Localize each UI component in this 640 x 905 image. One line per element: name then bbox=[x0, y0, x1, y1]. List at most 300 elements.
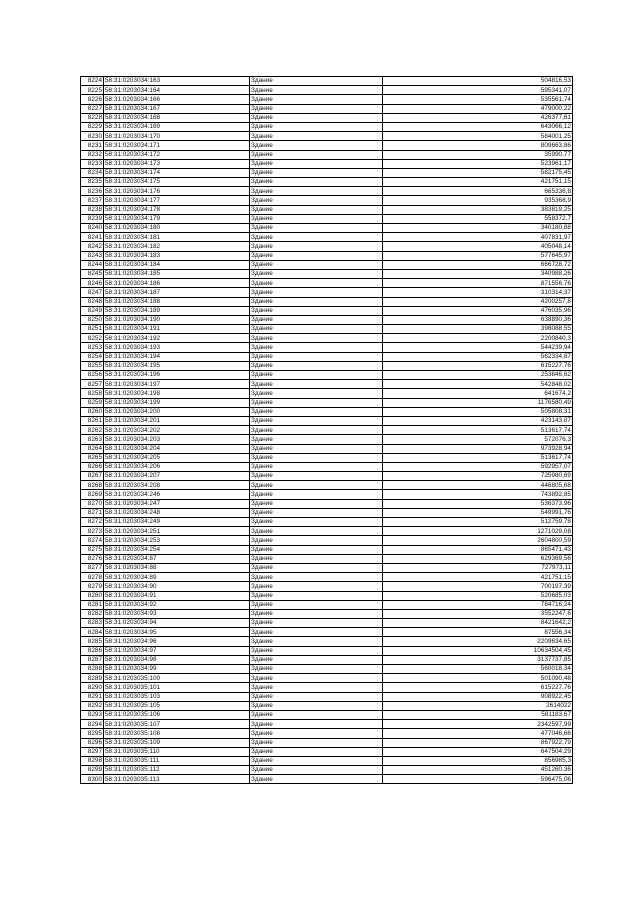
row-number: 8237 bbox=[81, 196, 104, 205]
row-number: 8243 bbox=[81, 251, 104, 260]
cadastral-value: 666728,72 bbox=[383, 260, 573, 269]
table-row bbox=[81, 361, 573, 370]
cadastral-value: 35990,77 bbox=[383, 150, 573, 159]
cadastral-value: 665336,8 bbox=[383, 187, 573, 196]
table-row bbox=[81, 334, 573, 343]
table-row bbox=[81, 766, 573, 775]
row-number: 8256 bbox=[81, 371, 104, 380]
cadastral-number: 58:31:0203034:171 bbox=[104, 141, 250, 150]
cadastral-number: 58:31:0203034:87 bbox=[104, 554, 250, 563]
object-type: Здание bbox=[250, 132, 383, 141]
cadastral-value: 501090,48 bbox=[383, 674, 573, 683]
row-number: 8230 bbox=[81, 132, 104, 141]
object-type: Здание bbox=[250, 141, 383, 150]
cadastral-value: 562334,87 bbox=[383, 352, 573, 361]
cadastral-number: 58:31:0203034:253 bbox=[104, 536, 250, 545]
object-type: Здание bbox=[250, 426, 383, 435]
cadastral-value: 310314,37 bbox=[383, 288, 573, 297]
row-number: 8265 bbox=[81, 453, 104, 462]
object-type: Здание bbox=[250, 508, 383, 517]
row-number: 8283 bbox=[81, 619, 104, 628]
cadastral-value: 638890,36 bbox=[383, 315, 573, 324]
cadastral-number: 58:31:0203034:168 bbox=[104, 113, 250, 122]
table-row bbox=[81, 518, 573, 527]
row-number: 8240 bbox=[81, 224, 104, 233]
cadastral-value: 542848,02 bbox=[383, 380, 573, 389]
cadastral-value: 935368,9 bbox=[383, 196, 573, 205]
row-number: 8278 bbox=[81, 573, 104, 582]
row-number: 8241 bbox=[81, 233, 104, 242]
object-type: Здание bbox=[250, 747, 383, 756]
cadastral-value: 426377,61 bbox=[383, 113, 573, 122]
row-number: 8295 bbox=[81, 729, 104, 738]
row-number: 8290 bbox=[81, 683, 104, 692]
object-type: Здание bbox=[250, 655, 383, 664]
cadastral-value: 865471,43 bbox=[383, 545, 573, 554]
row-number: 8299 bbox=[81, 766, 104, 775]
object-type: Здание bbox=[250, 435, 383, 444]
cadastral-number: 58:31:0203034:193 bbox=[104, 343, 250, 352]
row-number: 8276 bbox=[81, 554, 104, 563]
cadastral-number: 58:31:0203034:182 bbox=[104, 242, 250, 251]
table-row bbox=[81, 260, 573, 269]
object-type: Здание bbox=[250, 444, 383, 453]
cadastral-value: 549991,76 bbox=[383, 508, 573, 517]
cadastral-value: 2342597,99 bbox=[383, 720, 573, 729]
table-row bbox=[81, 619, 573, 628]
object-type: Здание bbox=[250, 371, 383, 380]
cadastral-value: 512759,78 bbox=[383, 518, 573, 527]
row-number: 8288 bbox=[81, 665, 104, 674]
row-number: 8273 bbox=[81, 527, 104, 536]
row-number: 8280 bbox=[81, 591, 104, 600]
cadastral-number: 58:31:0203035:112 bbox=[104, 766, 250, 775]
table-row bbox=[81, 141, 573, 150]
table-row bbox=[81, 692, 573, 701]
cadastral-value: 784716,24 bbox=[383, 600, 573, 609]
row-number: 8255 bbox=[81, 361, 104, 370]
object-type: Здание bbox=[250, 389, 383, 398]
row-number: 8285 bbox=[81, 637, 104, 646]
cadastral-number: 58:31:0203034:184 bbox=[104, 260, 250, 269]
object-type: Здание bbox=[250, 178, 383, 187]
cadastral-value: 643066,12 bbox=[383, 122, 573, 131]
cadastral-number: 58:31:0203034:192 bbox=[104, 334, 250, 343]
object-type: Здание bbox=[250, 306, 383, 315]
row-number: 8267 bbox=[81, 472, 104, 481]
table-row bbox=[81, 508, 573, 517]
cadastral-value: 8421642,2 bbox=[383, 619, 573, 628]
cadastral-value: 856985,3 bbox=[383, 756, 573, 765]
row-number: 8272 bbox=[81, 518, 104, 527]
row-number: 8268 bbox=[81, 481, 104, 490]
object-type: Здание bbox=[250, 279, 383, 288]
table-row bbox=[81, 398, 573, 407]
object-type: Здание bbox=[250, 472, 383, 481]
table-row bbox=[81, 665, 573, 674]
cadastral-value: 253846,62 bbox=[383, 371, 573, 380]
row-number: 8225 bbox=[81, 86, 104, 95]
cadastral-number: 58:31:0203034:166 bbox=[104, 95, 250, 104]
table-row bbox=[81, 756, 573, 765]
object-type: Здание bbox=[250, 591, 383, 600]
row-number: 8262 bbox=[81, 426, 104, 435]
row-number: 8282 bbox=[81, 609, 104, 618]
cadastral-number: 58:31:0203035:110 bbox=[104, 747, 250, 756]
cadastral-value: 629369,56 bbox=[383, 554, 573, 563]
cadastral-number: 58:31:0203034:185 bbox=[104, 269, 250, 278]
row-number: 8281 bbox=[81, 600, 104, 609]
cadastral-number: 58:31:0203035:113 bbox=[104, 775, 250, 784]
object-type: Здание bbox=[250, 692, 383, 701]
cadastral-value: 647504,29 bbox=[383, 747, 573, 756]
row-number: 8249 bbox=[81, 306, 104, 315]
object-type: Здание bbox=[250, 710, 383, 719]
table-row bbox=[81, 490, 573, 499]
table-row bbox=[81, 729, 573, 738]
cadastral-number: 58:31:0203034:194 bbox=[104, 352, 250, 361]
table-row bbox=[81, 701, 573, 710]
object-type: Здание bbox=[250, 453, 383, 462]
cadastral-value: 340988,26 bbox=[383, 269, 573, 278]
object-type: Здание bbox=[250, 86, 383, 95]
cadastral-value: 743892,85 bbox=[383, 490, 573, 499]
cadastral-number: 58:31:0203034:199 bbox=[104, 398, 250, 407]
cadastral-value: 3552247,6 bbox=[383, 609, 573, 618]
object-type: Здание bbox=[250, 407, 383, 416]
cadastral-number: 58:31:0203034:177 bbox=[104, 196, 250, 205]
cadastral-value: 1271029,08 bbox=[383, 527, 573, 536]
table-row bbox=[81, 77, 573, 86]
object-type: Здание bbox=[250, 398, 383, 407]
cadastral-number: 58:31:0203034:254 bbox=[104, 545, 250, 554]
cadastral-value: 383819,25 bbox=[383, 205, 573, 214]
table-row bbox=[81, 591, 573, 600]
table-row bbox=[81, 674, 573, 683]
cadastral-number: 58:31:0203034:93 bbox=[104, 609, 250, 618]
cadastral-number: 58:31:0203034:167 bbox=[104, 104, 250, 113]
cadastral-number: 58:31:0203034:88 bbox=[104, 563, 250, 572]
cadastral-number: 58:31:0203035:109 bbox=[104, 738, 250, 747]
cadastral-number: 58:31:0203034:207 bbox=[104, 472, 250, 481]
row-number: 8227 bbox=[81, 104, 104, 113]
cadastral-number: 58:31:0203034:183 bbox=[104, 251, 250, 260]
object-type: Здание bbox=[250, 674, 383, 683]
table-row bbox=[81, 775, 573, 784]
object-type: Здание bbox=[250, 490, 383, 499]
row-number: 8263 bbox=[81, 435, 104, 444]
row-number: 8259 bbox=[81, 398, 104, 407]
cadastral-number: 58:31:0203034:204 bbox=[104, 444, 250, 453]
object-type: Здание bbox=[250, 315, 383, 324]
table-row bbox=[81, 655, 573, 664]
table-row bbox=[81, 279, 573, 288]
table-row bbox=[81, 159, 573, 168]
cadastral-value: 592957,07 bbox=[383, 462, 573, 471]
row-number: 8258 bbox=[81, 389, 104, 398]
object-type: Здание bbox=[250, 619, 383, 628]
cadastral-number: 58:31:0203035:103 bbox=[104, 692, 250, 701]
table-row bbox=[81, 242, 573, 251]
table-row bbox=[81, 269, 573, 278]
table-row bbox=[81, 233, 573, 242]
object-type: Здание bbox=[250, 701, 383, 710]
table-row bbox=[81, 720, 573, 729]
row-number: 8271 bbox=[81, 508, 104, 517]
object-type: Здание bbox=[250, 775, 383, 784]
cadastral-number: 58:31:0203034:178 bbox=[104, 205, 250, 214]
cadastral-value: 581183,67 bbox=[383, 710, 573, 719]
cadastral-number: 58:31:0203034:172 bbox=[104, 150, 250, 159]
cadastral-number: 58:31:0203034:181 bbox=[104, 233, 250, 242]
table-row bbox=[81, 738, 573, 747]
row-number: 8224 bbox=[81, 77, 104, 86]
cadastral-value: 2604800,59 bbox=[383, 536, 573, 545]
cadastral-value: 504816,53 bbox=[383, 77, 573, 86]
cadastral-value: 423143,07 bbox=[383, 416, 573, 425]
cadastral-value: 476035,96 bbox=[383, 306, 573, 315]
cadastral-number: 58:31:0203034:91 bbox=[104, 591, 250, 600]
row-number: 8239 bbox=[81, 214, 104, 223]
row-number: 8245 bbox=[81, 269, 104, 278]
object-type: Здание bbox=[250, 224, 383, 233]
cadastral-number: 58:31:0203034:203 bbox=[104, 435, 250, 444]
cadastral-number: 58:31:0203034:169 bbox=[104, 122, 250, 131]
cadastral-number: 58:31:0203034:188 bbox=[104, 297, 250, 306]
cadastral-value: 536373,96 bbox=[383, 499, 573, 508]
row-number: 8235 bbox=[81, 178, 104, 187]
row-number: 8248 bbox=[81, 297, 104, 306]
table-row bbox=[81, 435, 573, 444]
table-row bbox=[81, 187, 573, 196]
cadastral-number: 58:31:0203035:106 bbox=[104, 710, 250, 719]
row-number: 8242 bbox=[81, 242, 104, 251]
cadastral-number: 58:31:0203034:186 bbox=[104, 279, 250, 288]
row-number: 8261 bbox=[81, 416, 104, 425]
object-type: Здание bbox=[250, 150, 383, 159]
table-row bbox=[81, 710, 573, 719]
row-number: 8244 bbox=[81, 260, 104, 269]
cadastral-value: 421751,15 bbox=[383, 178, 573, 187]
cadastral-value: 582175,45 bbox=[383, 168, 573, 177]
object-type: Здание bbox=[250, 766, 383, 775]
table-row bbox=[81, 407, 573, 416]
cadastral-value: 544239,94 bbox=[383, 343, 573, 352]
object-type: Здание bbox=[250, 159, 383, 168]
property-registry-table bbox=[80, 76, 573, 784]
table-row bbox=[81, 582, 573, 591]
object-type: Здание bbox=[250, 361, 383, 370]
row-number: 8234 bbox=[81, 168, 104, 177]
cadastral-number: 58:31:0203034:175 bbox=[104, 178, 250, 187]
object-type: Здание bbox=[250, 609, 383, 618]
cadastral-number: 58:31:0203034:163 bbox=[104, 77, 250, 86]
table-row bbox=[81, 150, 573, 159]
row-number: 8254 bbox=[81, 352, 104, 361]
cadastral-value: 520685,03 bbox=[383, 591, 573, 600]
cadastral-number: 58:31:0203034:249 bbox=[104, 518, 250, 527]
cadastral-number: 58:31:0203034:246 bbox=[104, 490, 250, 499]
table-row bbox=[81, 536, 573, 545]
table-row bbox=[81, 545, 573, 554]
table-row bbox=[81, 306, 573, 315]
cadastral-value: 596475,06 bbox=[383, 775, 573, 784]
cadastral-number: 58:31:0203034:176 bbox=[104, 187, 250, 196]
cadastral-value: 615227,76 bbox=[383, 683, 573, 692]
cadastral-value: 513617,74 bbox=[383, 426, 573, 435]
table-row bbox=[81, 168, 573, 177]
cadastral-value: 523961,17 bbox=[383, 159, 573, 168]
row-number: 8260 bbox=[81, 407, 104, 416]
row-number: 8264 bbox=[81, 444, 104, 453]
row-number: 8297 bbox=[81, 747, 104, 756]
cadastral-number: 58:31:0203034:89 bbox=[104, 573, 250, 582]
cadastral-value: 477046,66 bbox=[383, 729, 573, 738]
object-type: Здание bbox=[250, 168, 383, 177]
row-number: 8226 bbox=[81, 95, 104, 104]
table-row bbox=[81, 462, 573, 471]
cadastral-value: 577645,97 bbox=[383, 251, 573, 260]
row-number: 8294 bbox=[81, 720, 104, 729]
object-type: Здание bbox=[250, 646, 383, 655]
cadastral-value: 584001,25 bbox=[383, 132, 573, 141]
cadastral-number: 58:31:0203034:173 bbox=[104, 159, 250, 168]
table-row bbox=[81, 132, 573, 141]
table-row bbox=[81, 288, 573, 297]
row-number: 8257 bbox=[81, 380, 104, 389]
table-row bbox=[81, 343, 573, 352]
object-type: Здание bbox=[250, 325, 383, 334]
object-type: Здание bbox=[250, 536, 383, 545]
cadastral-value: 340180,88 bbox=[383, 224, 573, 233]
row-number: 8291 bbox=[81, 692, 104, 701]
table-row bbox=[81, 646, 573, 655]
object-type: Здание bbox=[250, 600, 383, 609]
cadastral-value: 2209634,65 bbox=[383, 637, 573, 646]
object-type: Здание bbox=[250, 563, 383, 572]
table-row bbox=[81, 453, 573, 462]
row-number: 8292 bbox=[81, 701, 104, 710]
table-row bbox=[81, 380, 573, 389]
cadastral-number: 58:31:0203035:111 bbox=[104, 756, 250, 765]
object-type: Здание bbox=[250, 233, 383, 242]
cadastral-number: 58:31:0203034:174 bbox=[104, 168, 250, 177]
cadastral-value: 505808,31 bbox=[383, 407, 573, 416]
cadastral-number: 58:31:0203035:105 bbox=[104, 701, 250, 710]
cadastral-value: 572076,3 bbox=[383, 435, 573, 444]
table-row bbox=[81, 472, 573, 481]
object-type: Здание bbox=[250, 518, 383, 527]
cadastral-value: 727973,11 bbox=[383, 563, 573, 572]
object-type: Здание bbox=[250, 205, 383, 214]
table-row bbox=[81, 683, 573, 692]
cadastral-number: 58:31:0203034:98 bbox=[104, 655, 250, 664]
table-body bbox=[81, 77, 573, 784]
row-number: 8250 bbox=[81, 315, 104, 324]
table-row bbox=[81, 444, 573, 453]
row-number: 8251 bbox=[81, 325, 104, 334]
object-type: Здание bbox=[250, 104, 383, 113]
table-row bbox=[81, 178, 573, 187]
table-row bbox=[81, 573, 573, 582]
row-number: 8275 bbox=[81, 545, 104, 554]
cadastral-value: 87556,34 bbox=[383, 628, 573, 637]
object-type: Здание bbox=[250, 77, 383, 86]
object-type: Здание bbox=[250, 113, 383, 122]
cadastral-value: 908922,45 bbox=[383, 692, 573, 701]
cadastral-value: 641674,2 bbox=[383, 389, 573, 398]
row-number: 8274 bbox=[81, 536, 104, 545]
cadastral-number: 58:31:0203034:198 bbox=[104, 389, 250, 398]
cadastral-value: 407831,97 bbox=[383, 233, 573, 242]
object-type: Здание bbox=[250, 499, 383, 508]
row-number: 8252 bbox=[81, 334, 104, 343]
table-row bbox=[81, 416, 573, 425]
cadastral-number: 58:31:0203034:90 bbox=[104, 582, 250, 591]
cadastral-value: 595341,07 bbox=[383, 86, 573, 95]
cadastral-value: 558372,7 bbox=[383, 214, 573, 223]
object-type: Здание bbox=[250, 481, 383, 490]
cadastral-value: 700197,39 bbox=[383, 582, 573, 591]
cadastral-number: 58:31:0203034:251 bbox=[104, 527, 250, 536]
cadastral-number: 58:31:0203034:201 bbox=[104, 416, 250, 425]
object-type: Здание bbox=[250, 527, 383, 536]
row-number: 8270 bbox=[81, 499, 104, 508]
cadastral-number: 58:31:0203034:197 bbox=[104, 380, 250, 389]
table-row bbox=[81, 637, 573, 646]
cadastral-number: 58:31:0203034:96 bbox=[104, 637, 250, 646]
cadastral-number: 58:31:0203034:248 bbox=[104, 508, 250, 517]
row-number: 8293 bbox=[81, 710, 104, 719]
table-row bbox=[81, 297, 573, 306]
row-number: 8247 bbox=[81, 288, 104, 297]
object-type: Здание bbox=[250, 637, 383, 646]
table-row bbox=[81, 205, 573, 214]
cadastral-number: 58:31:0203034:95 bbox=[104, 628, 250, 637]
table-row bbox=[81, 747, 573, 756]
object-type: Здание bbox=[250, 196, 383, 205]
object-type: Здание bbox=[250, 545, 383, 554]
row-number: 8298 bbox=[81, 756, 104, 765]
cadastral-value: 2614022 bbox=[383, 701, 573, 710]
row-number: 8231 bbox=[81, 141, 104, 150]
object-type: Здание bbox=[250, 260, 383, 269]
row-number: 8286 bbox=[81, 646, 104, 655]
cadastral-value: 421751,15 bbox=[383, 573, 573, 582]
object-type: Здание bbox=[250, 416, 383, 425]
cadastral-number: 58:31:0203034:180 bbox=[104, 224, 250, 233]
cadastral-value: 3137737,85 bbox=[383, 655, 573, 664]
cadastral-value: 1176580,49 bbox=[383, 398, 573, 407]
cadastral-value: 535561,74 bbox=[383, 95, 573, 104]
object-type: Здание bbox=[250, 214, 383, 223]
cadastral-value: 479000,22 bbox=[383, 104, 573, 113]
cadastral-value: 446805,68 bbox=[383, 481, 573, 490]
object-type: Здание bbox=[250, 582, 383, 591]
row-number: 8232 bbox=[81, 150, 104, 159]
cadastral-number: 58:31:0203034:170 bbox=[104, 132, 250, 141]
cadastral-value: 973928,94 bbox=[383, 444, 573, 453]
cadastral-number: 58:31:0203034:189 bbox=[104, 306, 250, 315]
cadastral-number: 58:31:0203034:247 bbox=[104, 499, 250, 508]
row-number: 8284 bbox=[81, 628, 104, 637]
table-row bbox=[81, 196, 573, 205]
table-row bbox=[81, 554, 573, 563]
cadastral-value: 867922,79 bbox=[383, 738, 573, 747]
cadastral-number: 58:31:0203034:190 bbox=[104, 315, 250, 324]
object-type: Здание bbox=[250, 187, 383, 196]
cadastral-number: 58:31:0203034:200 bbox=[104, 407, 250, 416]
